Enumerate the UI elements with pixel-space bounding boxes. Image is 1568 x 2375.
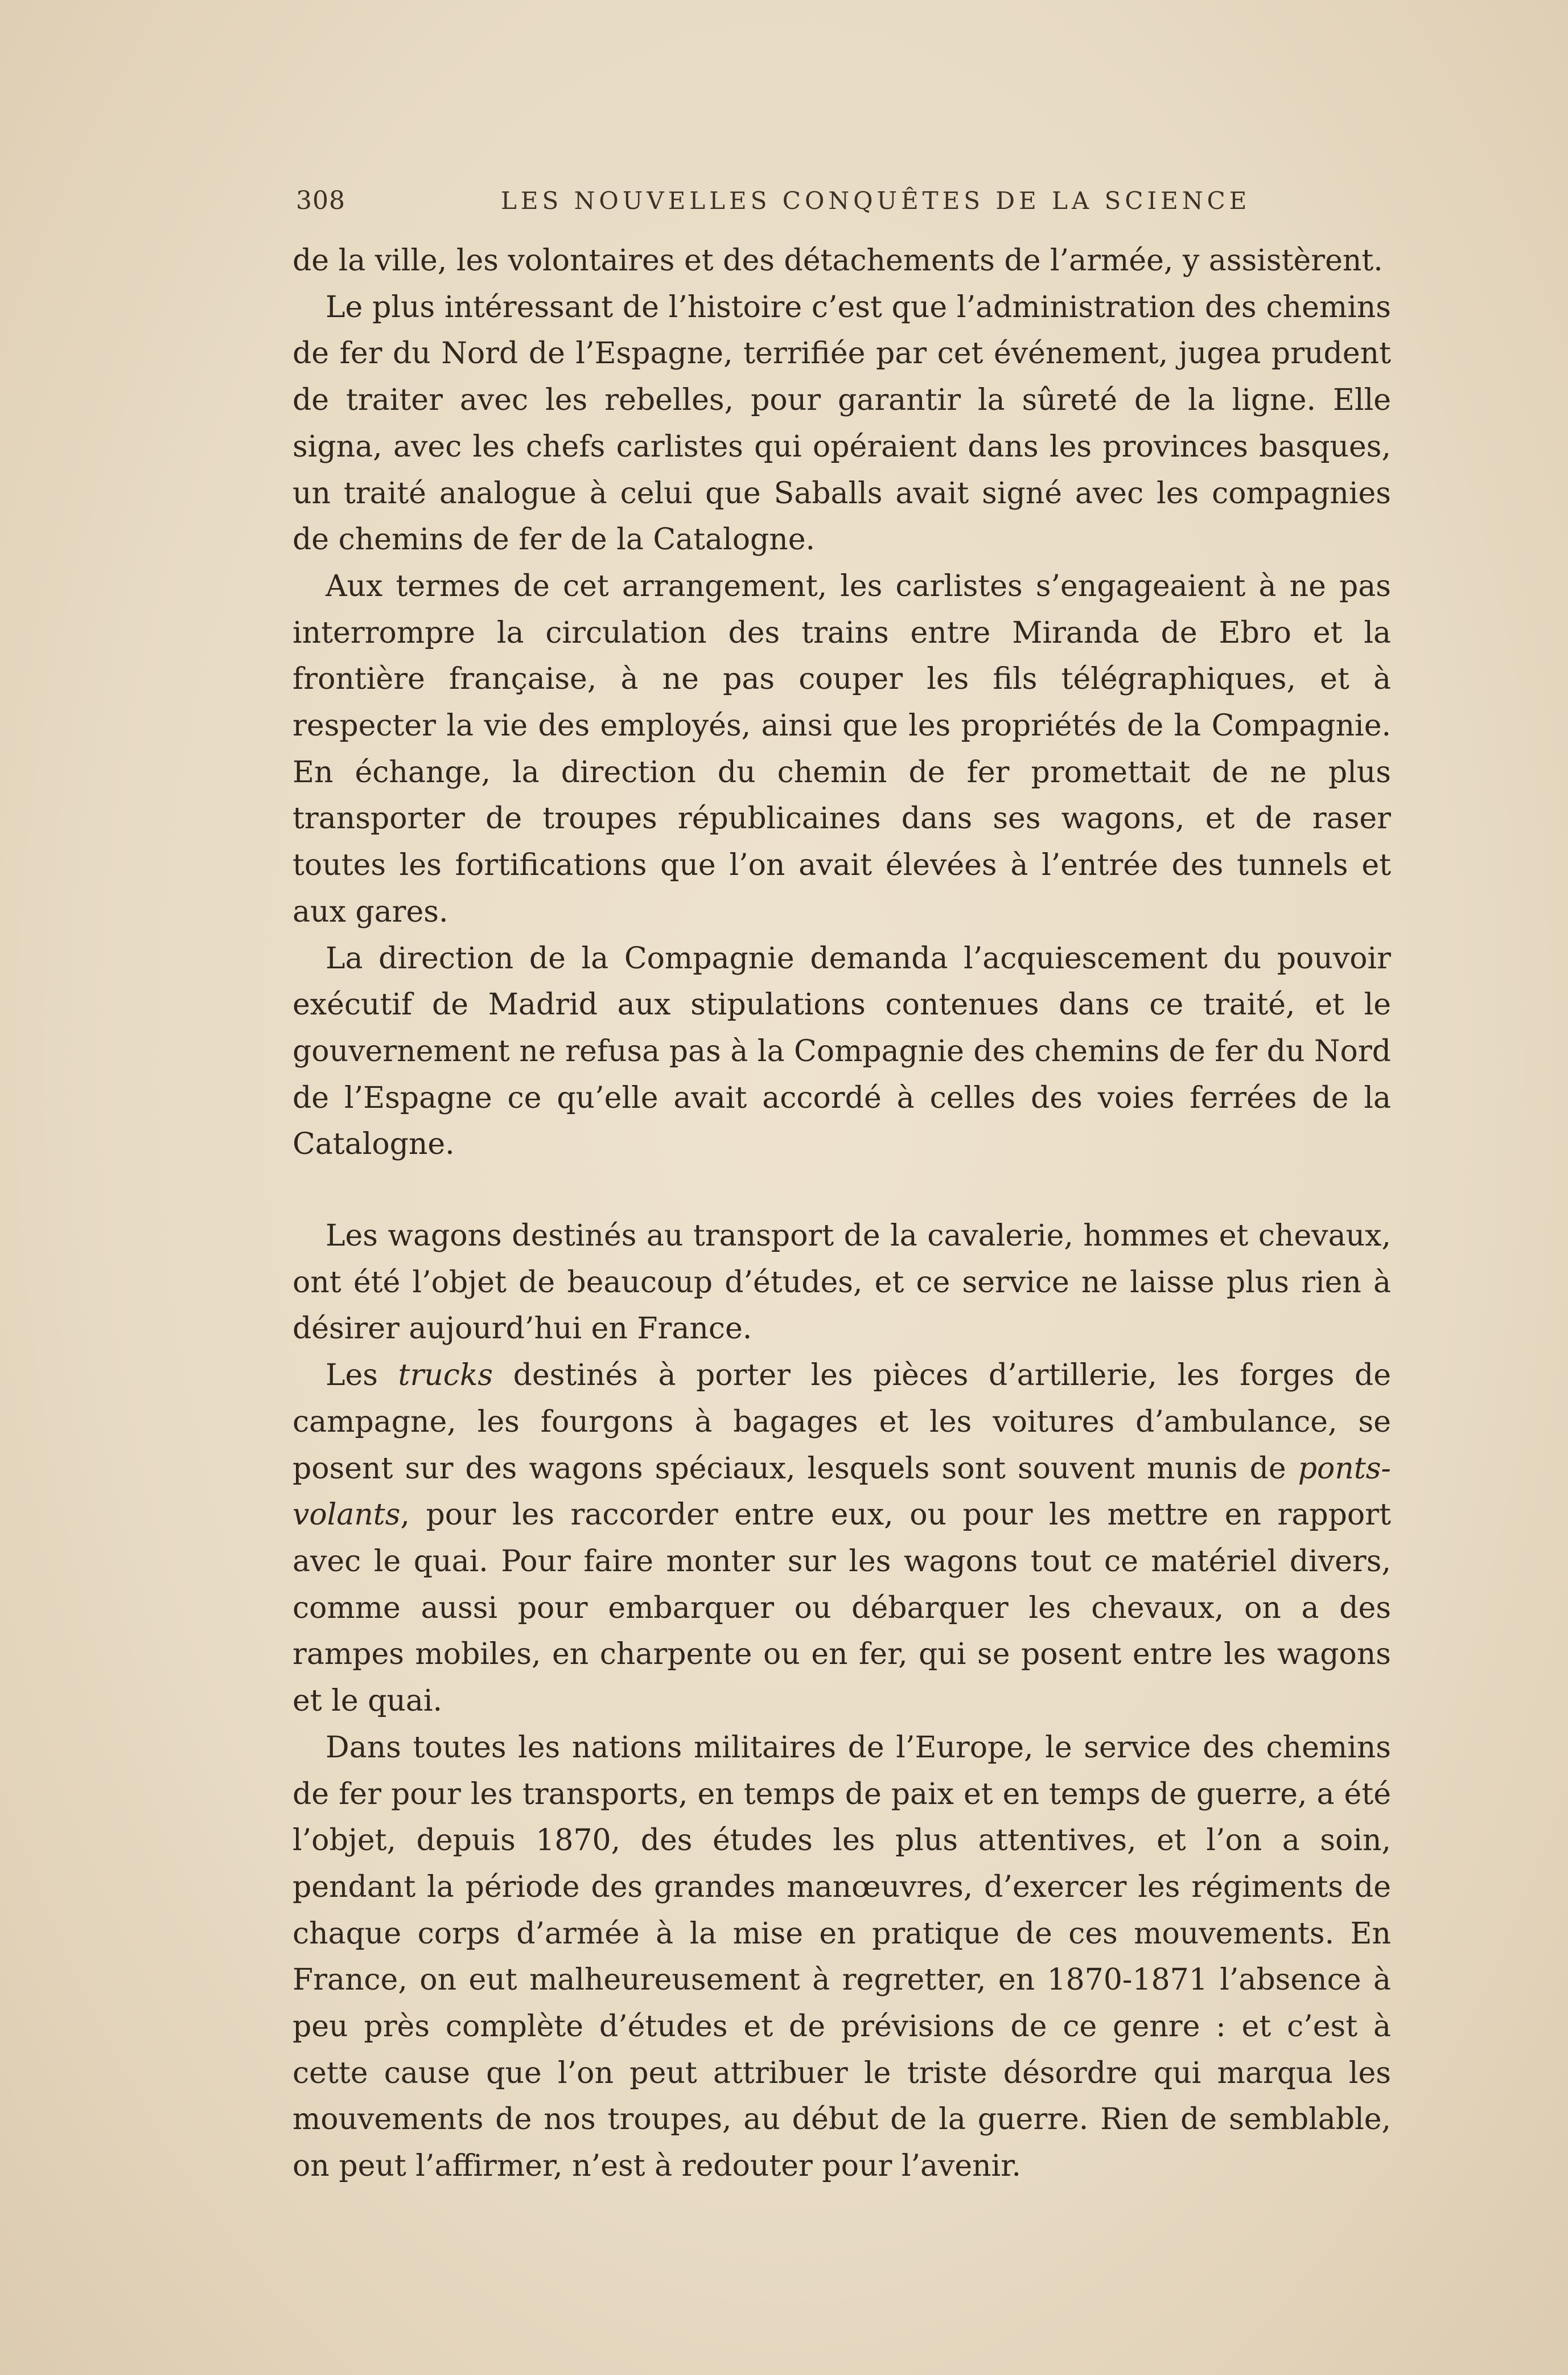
paragraph: de la ville, les volontaires et des détachements de l’armée, y assistèrent. [293,244,1383,278]
paragraph-text: , pour les raccorder entre eux, ou pour les mettre en rapport avec le quai. Pour faire monter sur les wagons tout ce matériel divers, comme aussi pour embarquer ou débarquer les chevaux, on a des rampes mobiles, en charpente ou en fer, qui se posent entre les wagons et le quai. [293,1498,1391,1719]
paragraph: Les wagons destinés au transport de la cavalerie, hommes et chevaux, ont été l’objet de beaucoup d’études, et ce service ne laisse plus rien à désirer aujourd’hui en France. [293,1219,1391,1346]
paragraph [293,1353,1391,1725]
paragraph: Le plus intéressant de l’histoire c’est que l’administration des chemins de fer du Nord de l’Espagne, terrifiée par cet événement, jugea prudent de traiter avec les rebelles, pour garantir la sûreté de la ligne. Elle signa, avec les chefs carlistes qui opéraient dans les provinces basques, un traité analogue à celui que Saballs avait signé avec les compagnies de chemins de fer de la Catalogne. [293,290,1391,557]
page-number: 308 [296,186,345,215]
running-title: LES NOUVELLES CONQUÊTES DE LA SCIENCE [501,187,1251,215]
body-text [293,238,1391,2190]
italic-term: trucks [398,1358,493,1393]
paragraph: Aux termes de cet arrangement, les carlistes s’engageaient à ne pas interrompre la circulation des trains entre Miranda de Ebro et la frontière française, à ne pas couper les fils télégraphiques, et à respecter la vie des employés, ainsi que les propriétés de la Compagnie. En échange, la direction du chemin de fer promettait de ne plus transporter de troupes républicaines dans ses wagons, et de raser toutes les fortifications que l’on avait élevées à l’entrée des tunnels et aux gares. [293,569,1391,929]
paragraph-text: destinés à porter les pièces d’artillerie, les forges de campagne, les fourgons à bagages et les voitures d’ambulance, se posent sur des wagons spéciaux, lesquels sont souvent munis de [293,1358,1391,1486]
paragraph: Dans toutes les nations militaires de l’Europe, le service des chemins de fer pour les transports, en temps de paix et en temps de guerre, a été l’objet, depuis 1870, des études les plus attentives, et l’on a soin, pendant la période des grandes manœuvres, d’exercer les régiments de chaque corps d’armée à la mise en pratique de ces mouvements. En France, on eut malheureusement à regretter, en 1870-1871 l’absence à peu près complète d’études et de prévisions de ce genre : et c’est à cette cause que l’on peut attribuer le triste désordre qui marqua les mouvements de nos troupes, au début de la guerre. Rien de semblable, on peut l’affirmer, n’est à redouter pour l’avenir. [293,1730,1391,2184]
page-header [296,181,1389,221]
paragraph: La direction de la Compagnie demanda l’acquiescement du pouvoir exécutif de Madrid aux stipulations contenues dans ce traité, et le gouvernement ne refusa pas à la Compagnie des chemins de fer du Nord de l’Espagne ce qu’elle avait accordé à celles des voies ferrées de la Catalogne. [293,941,1391,1162]
paragraph-text: Les [326,1358,398,1393]
section-gap [293,1168,1391,1213]
italic-term: ponts-volants [293,1451,1391,1532]
